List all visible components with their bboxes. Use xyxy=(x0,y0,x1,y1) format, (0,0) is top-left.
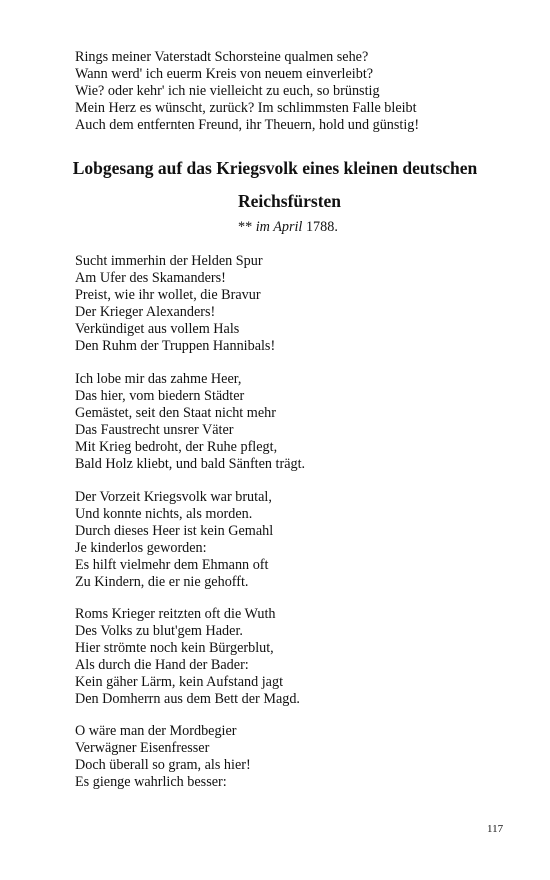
verse-line: Den Ruhm der Truppen Hannibals! xyxy=(75,338,276,354)
stanza-5 xyxy=(75,723,515,791)
verse-line: Je kinderlos geworden: xyxy=(75,540,207,556)
poem-title-line-1: Lobgesang auf das Kriegsvolk eines kleinen deutschen xyxy=(72,158,478,178)
verse-line: Der Vorzeit Kriegsvolk war brutal, xyxy=(75,489,272,505)
verse-line: Am Ufer des Skamanders! xyxy=(75,270,226,286)
verse-line: O wäre man der Mordbegier xyxy=(75,723,237,739)
verse-line: Wie? oder kehr' ich nie vielleicht zu euch, so brünstig xyxy=(75,83,380,99)
verse-line: Mein Herz es wünscht, zurück? Im schlimmsten Falle bleibt xyxy=(75,100,417,116)
verse-line: Roms Krieger reitzten oft die Wuth xyxy=(75,606,276,622)
dateline-prefix: ** xyxy=(238,219,256,235)
verse-line: Bald Holz kliebt, und bald Sänften trägt. xyxy=(75,456,306,472)
verse-line: Es gienge wahrlich besser: xyxy=(75,774,227,790)
stanza-2 xyxy=(75,371,515,473)
verse-line: Doch überall so gram, als hier! xyxy=(75,757,251,773)
verse-line: Kein gäher Lärm, kein Aufstand jagt xyxy=(75,674,284,690)
verse-line: Und konnte nichts, als morden. xyxy=(75,506,253,522)
dateline-month: im April xyxy=(255,219,303,235)
verse-line: Das Faustrecht unsrer Väter xyxy=(75,422,234,438)
verse-line: Als durch die Hand der Bader: xyxy=(75,657,249,673)
stanza-1 xyxy=(75,253,515,355)
verse-line: Hier strömte noch kein Bürgerblut, xyxy=(75,640,274,656)
verse-line: Das hier, vom biedern Städter xyxy=(75,388,245,404)
verse-line: Des Volks zu blut'gem Hader. xyxy=(75,623,243,639)
verse-line: Ich lobe mir das zahme Heer, xyxy=(75,371,242,387)
verse-line: Durch dieses Heer ist kein Gemahl xyxy=(75,523,274,539)
verse-line: Gemästet, seit den Staat nicht mehr xyxy=(75,405,276,421)
dateline-year: 1788. xyxy=(302,219,338,235)
verse-line: Auch dem entfernten Freund, ihr Theuern, hold und günstig! xyxy=(75,117,420,133)
verse-line: Verkündiget aus vollem Hals xyxy=(75,321,240,337)
verse-line: Preist, wie ihr wollet, die Bravur xyxy=(75,287,261,303)
verse-line: Es hilft vielmehr dem Ehmann oft xyxy=(75,557,269,573)
verse-line: Wann werd' ich euerm Kreis von neuem einverleibt? xyxy=(75,66,374,82)
poem-dateline xyxy=(238,219,338,236)
page-number: 117 xyxy=(487,823,504,835)
stanza-3 xyxy=(75,489,515,591)
verse-line: Mit Krieg bedroht, der Ruhe pflegt, xyxy=(75,439,278,455)
poem-title-line-2: Reichsfürsten xyxy=(238,191,342,211)
preceding-poem-ending xyxy=(75,49,515,134)
verse-line: Verwägner Eisenfresser xyxy=(75,740,210,756)
verse-line: Zu Kindern, die er nie gehofft. xyxy=(75,574,249,590)
verse-line: Der Krieger Alexanders! xyxy=(75,304,216,320)
verse-line: Den Domherrn aus dem Bett der Magd. xyxy=(75,691,300,707)
verse-line: Sucht immerhin der Helden Spur xyxy=(75,253,263,269)
stanza-4 xyxy=(75,606,515,708)
verse-line: Rings meiner Vaterstadt Schorsteine qualmen sehe? xyxy=(75,49,369,65)
